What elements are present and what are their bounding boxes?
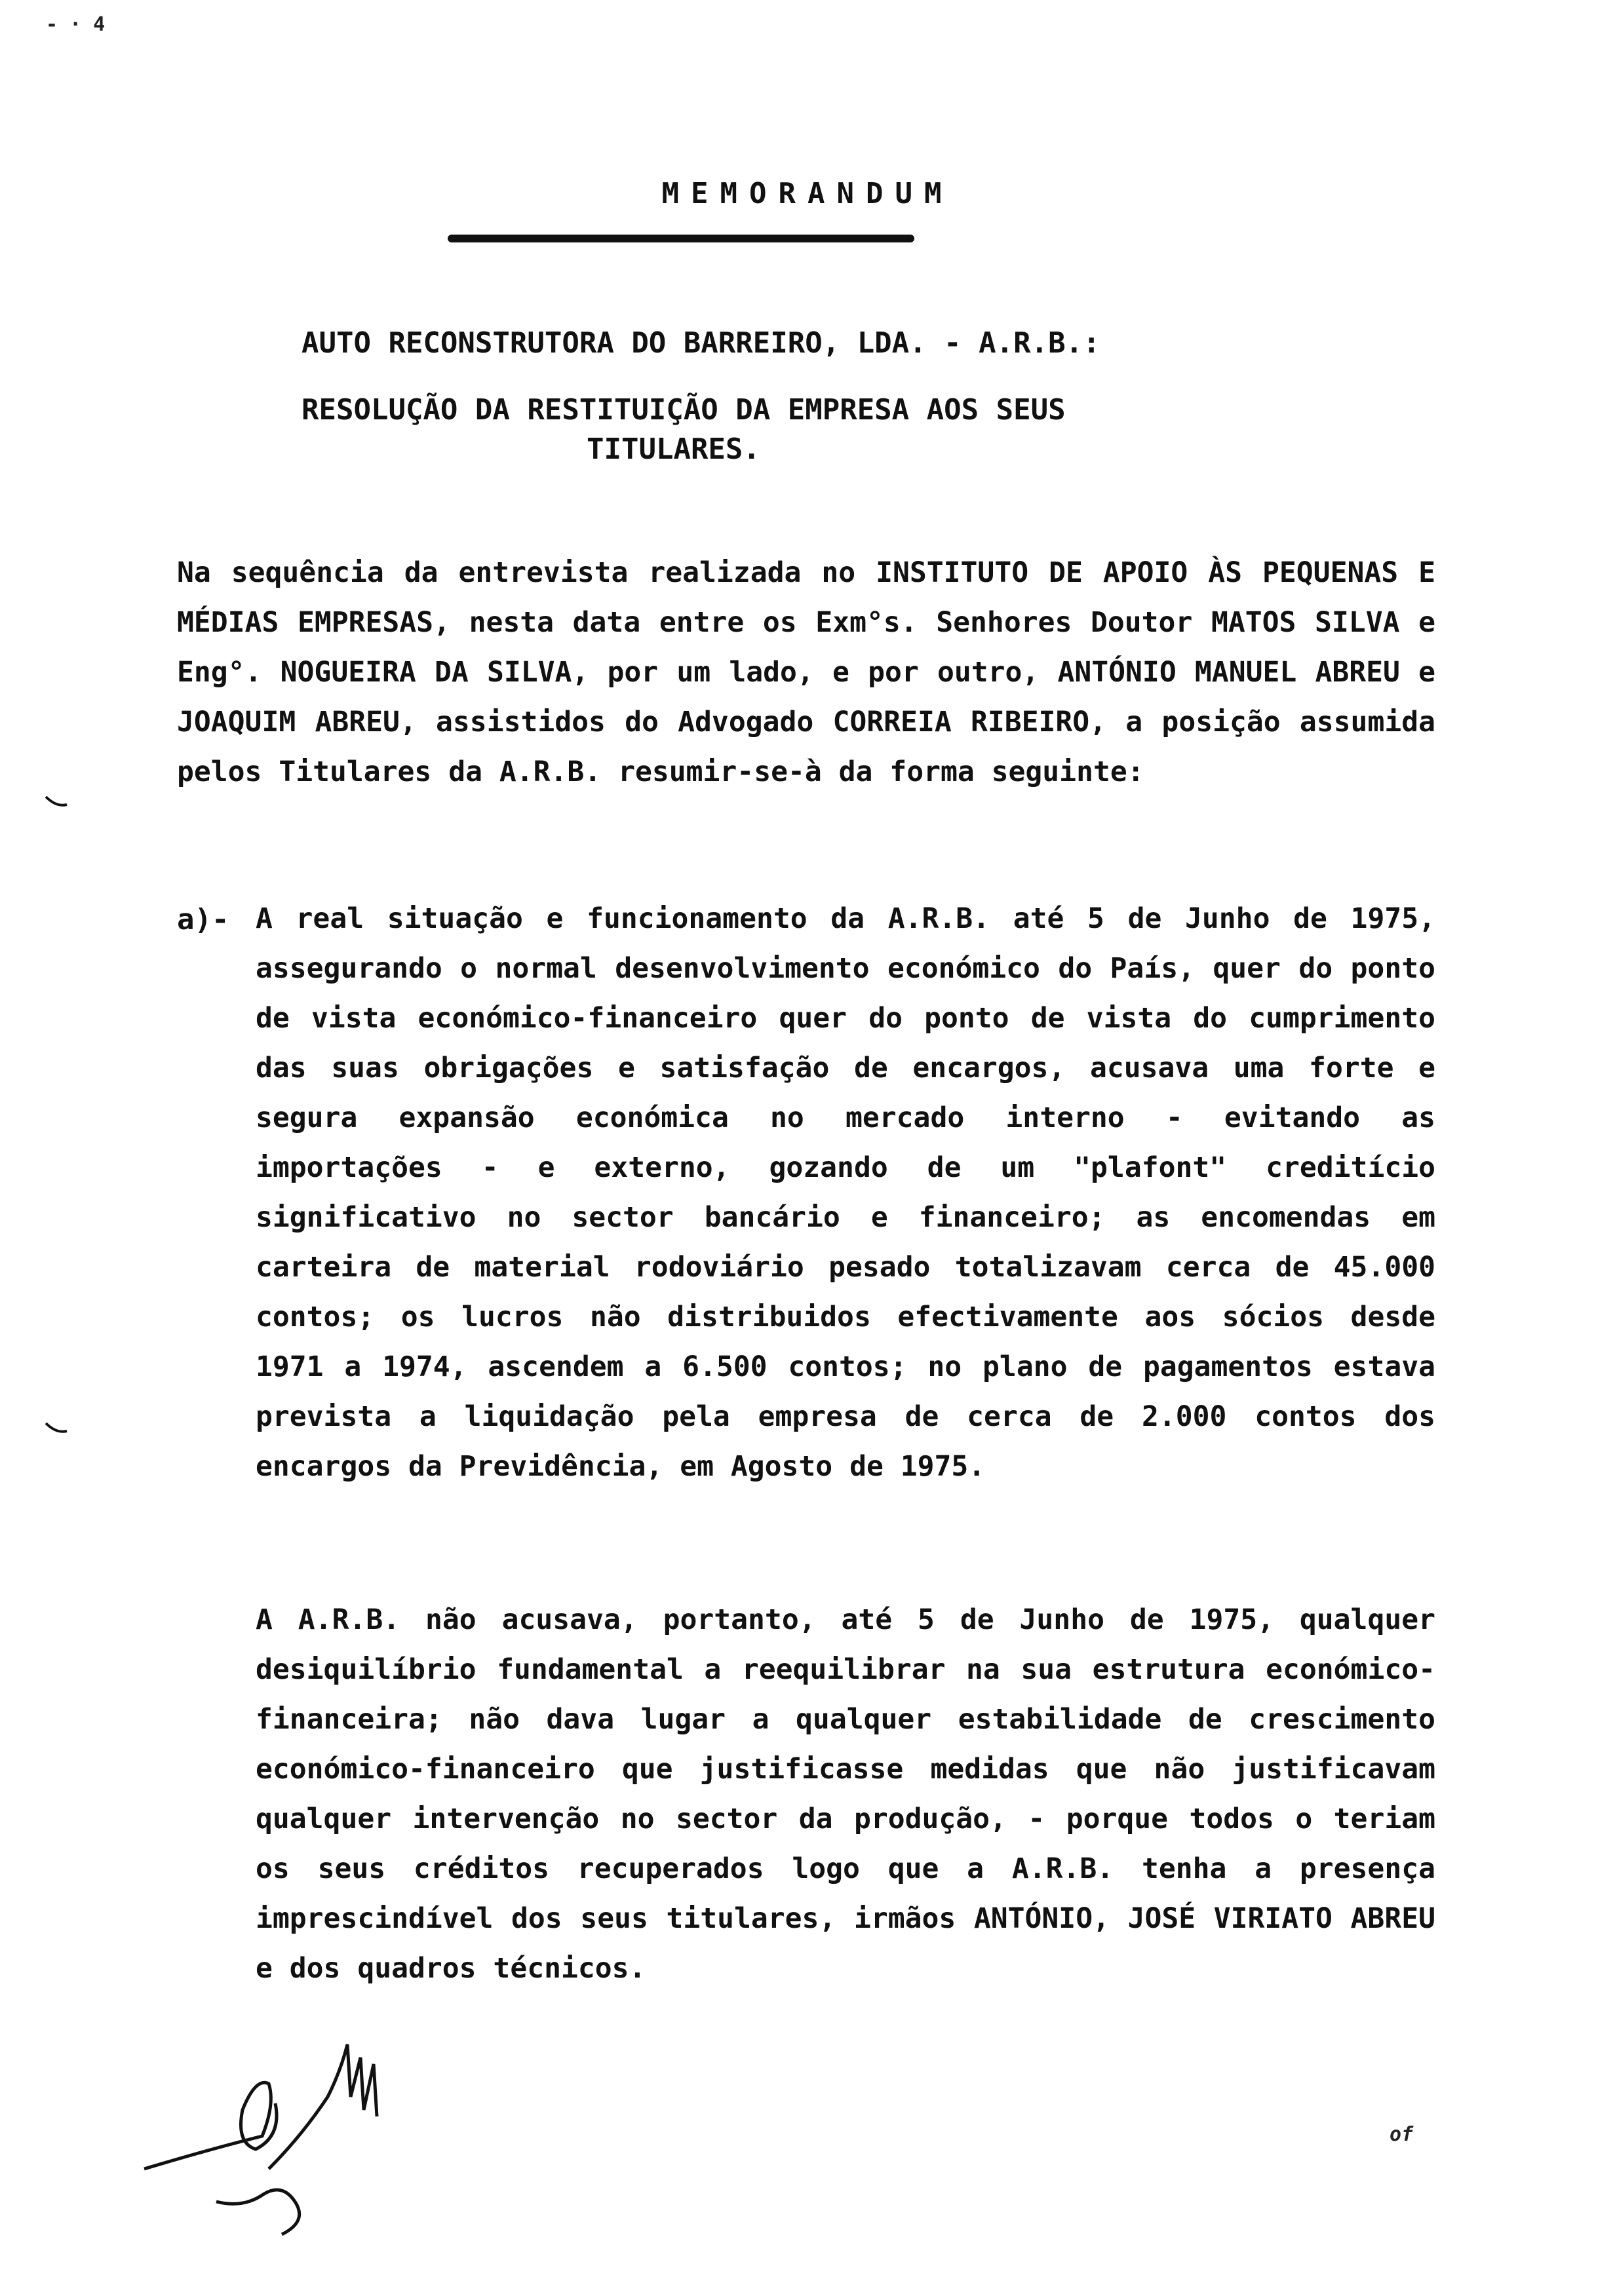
item-a-marker: a)-: [177, 903, 229, 936]
margin-tick-2: [43, 1421, 69, 1436]
subject-line-3: TITULARES.: [587, 432, 760, 466]
memo-title: MEMORANDUM: [661, 177, 954, 210]
margin-tick-1: [43, 794, 69, 810]
initials-bottom-right: of: [1390, 2123, 1414, 2146]
handwritten-signatures: [131, 2005, 472, 2254]
intro-paragraph: Na sequência da entrevista realizada no INSTITUTO DE APOIO ÀS PEQUENAS E MÉDIAS EMPRESAS, nesta data entre os Exm°s. Senhores Doutor MATOS SILVA e Eng°. NOGUEIRA DA SILVA, por um lado, e por outro, ANTÓNIO MANUEL ABREU e JOAQUIM ABREU, assistidos do Advogado CORREIA RIBEIRO, a posição assumida pelos Titulares da A.R.B. resumir-se-à da forma seguinte:: [177, 556, 1435, 788]
item-a-paragraph: A real situação e funcionamento da A.R.B. até 5 de Junho de 1975, assegurando o normal desenvolvimento económico do País, quer do ponto de vista económico-financeiro quer do ponto de vista do cumprimento das suas obrigações e satisfação de encargos, acusava uma forte e segura expansão económica no mercado interno - evitando as importações - e externo, gozando de um "plafont" creditício significativo no sector bancário e financeiro; as encomendas em carteira de material rodoviário pesado totalizavam cerca de 45.000 contos; os lucros não distribuidos efectivamente aos sócios desde 1971 a 1974, ascendem a 6.500 contos; no plano de pagamentos estava prevista a liquidação pela empresa de cerca de 2.000 contos dos encargos da Previdência, em Agosto de 1975.: [256, 902, 1435, 1483]
corner-mark: - · 4: [46, 13, 106, 36]
subject-line-1: AUTO RECONSTRUTORA DO BARREIRO, LDA. - A.R.B.:: [302, 326, 1100, 360]
title-underline: [448, 235, 914, 242]
follow-paragraph: A A.R.B. não acusava, portanto, até 5 de Junho de 1975, qualquer desiquilíbrio fundamental a reequilibrar na sua estrutura económico-financeira; não dava lugar a qualquer estabilidade de crescimento económico-financeiro que justificasse medidas que não justificavam qualquer intervenção no sector da produção, - porque todos o teriam os seus créditos recuperados logo que a A.R.B. tenha a presença imprescindível dos seus titulares, irmãos ANTÓNIO, JOSÉ VIRIATO ABREU e dos quadros técnicos.: [256, 1603, 1435, 1985]
subject-line-2: RESOLUÇÃO DA RESTITUIÇÃO DA EMPRESA AOS SEUS: [302, 393, 1066, 427]
